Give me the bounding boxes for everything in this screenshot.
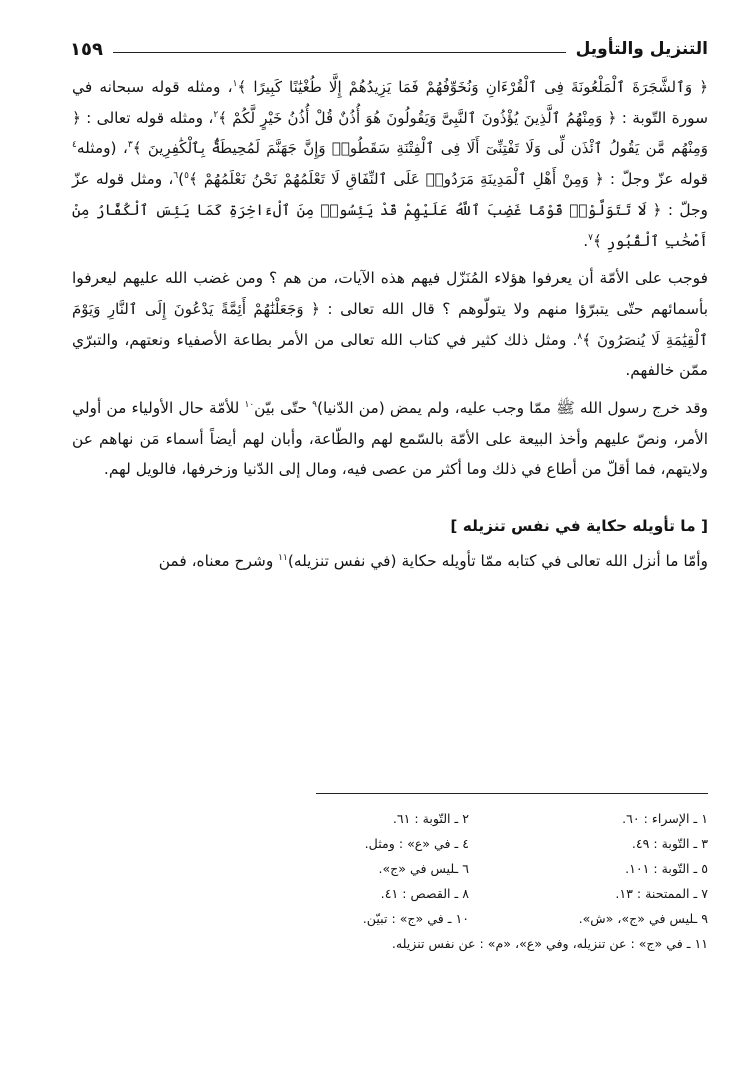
paragraph-1 [72, 72, 708, 256]
quran-verse: ﴿ وَٱلشَّجَرَةَ ٱلْمَلْعُونَةَ فِى ٱلْقُرْءَانِ وَنُخَوِّفُهُمْ فَمَا يَزِيدُهُمْ إِلَّا طُغْيَٰنًا كَبِيرًا ﴾ [237, 78, 708, 96]
paragraph-3 [72, 393, 708, 485]
text-run: . [583, 231, 589, 250]
footnote-row [230, 806, 708, 831]
text-run: وقد خرج رسول الله ﷺ ممّا وجب عليه، ولم يمض (من الدّنيا) [316, 399, 708, 418]
footnote-ref: ٤ [72, 140, 77, 151]
footnote-11: ١١ ـ في «ج» : عن تنزيله، وفي «ع»، «م» : عن نفس تنزيله. [391, 936, 708, 951]
text-run: ، (ومثله [76, 139, 128, 158]
footnote-7: ٧ ـ الممتحنة : ١٣. [615, 886, 708, 901]
text-run: وأمّا ما أنزل الله تعالى في كتابه ممّا تأويله حكاية (في نفس تنزيله) [287, 551, 708, 570]
footnote-3: ٣ ـ التّوبة : ٤٩. [631, 836, 708, 851]
text-run: ، ومثله قوله سبحانه في سورة التّوبة : [72, 78, 708, 127]
footnote-row [230, 881, 708, 906]
running-title: التنزيل والتأويل [575, 39, 708, 59]
text-run: قوله عزّ وجلّ : [603, 170, 709, 189]
footnote-ref: ٧ [588, 232, 593, 243]
quran-verse: ﴿ وَمِنْهُمُ ٱلَّذِينَ يُؤْذُونَ ٱلنَّبِىَّ وَيَقُولُونَ هُوَ أُذُنٌ قُلْ أُذُنُ خَيْرٍ لَّكُمْ ﴾ [218, 108, 617, 127]
footnote-1: ١ ـ الإسراء : ٦٠. [622, 811, 708, 826]
page-header [70, 34, 708, 64]
quran-verse: ﴿ وَمِنْهُم مَّن يَقُولُ ٱئْذَن لِّى وَلَا تَفْتِنِّىٓ أَلَا فِى ٱلْفِتْنَةِ سَقَطُوا۟ وَإِنَّ جَهَنَّمَ لَمُحِيطَةٌۢ بِٱلْكَٰفِرِينَ ﴾ [72, 108, 709, 158]
paragraph-4 [72, 546, 708, 577]
footnote-row [230, 831, 708, 856]
paragraph-2 [72, 263, 708, 386]
footnote-10: ١٠ ـ في «ج» : تبيّن. [362, 911, 469, 926]
footnote-6: ٦ ـليس في «ج». [378, 861, 469, 876]
section-heading: [ ما تأويله حكاية في نفس تنزيله ] [450, 517, 708, 536]
quran-verse: ﴿ وَجَعَلْنَٰهُمْ أَئِمَّةً يَدْعُونَ إِلَى ٱلنَّارِ وَيَوْمَ ٱلْقِيَٰمَةِ لَا يُنصَرُونَ ﴾ [72, 299, 708, 349]
footnote-ref: ٦ [173, 170, 179, 181]
text-run: ، ومثله قوله تعالى : [80, 108, 214, 127]
text-run: وشرح معناه، فمن [158, 551, 279, 570]
footnote-5: ٥ ـ التّوبة : ١٠١. [625, 861, 708, 876]
footnote-row [230, 906, 708, 931]
footnote-4: ٤ ـ في «ع» : ومثل. [364, 836, 469, 851]
footnote-row [230, 856, 708, 881]
footnote-ref: ١ [232, 78, 238, 89]
footnote-ref: ٩ [312, 399, 317, 410]
footnote-ref: ١٠ [244, 399, 255, 410]
footnote-ref: ٣ [127, 140, 133, 151]
page-number: ١٥٩ [70, 38, 103, 60]
text-run: . ومثل ذلك كثير في كتاب الله تعالى من الأمر بطاعة الأصفياء ونعتهم، والتبرّي ممّن خالفهم. [72, 330, 708, 380]
footnote-8: ٨ ـ القصص : ٤١. [380, 886, 469, 901]
footnote-ref: ٨ [577, 331, 583, 342]
footnote-ref: ١١ [278, 552, 288, 563]
footnote-2: ٢ ـ التّوبة : ٦١. [392, 811, 469, 826]
text-run: حتّى بيّن [254, 399, 313, 418]
text-run: للأمّة حال الأولياء من أولي الأمر، ونصّ عليهم وأخذ البيعة على الأمّة بالسّمع لهم والطّاعة، وأبان لهم أيضاً أسماء مَن نهاهم عن ولايتهم، فما أقلّ من أطاع في ذلك وما أكثر من عصى فيه، ومال إلى الدّنيا وزخرفها، فالويل لهم. [72, 399, 708, 479]
quran-verse: ﴿ لَا تَتَوَلَّوْا۟ قَوْمًا غَضِبَ ٱللَّهُ عَلَيْهِمْ قَدْ يَئِسُوا۟ مِنَ ٱلْءَاخِرَةِ كَمَا يَئِسَ ٱلْكُفَّارُ مِنْ أَصْحَٰبِ ٱلْقُبُورِ ﴾ [72, 200, 708, 250]
footnote-ref: ٢ [213, 109, 219, 120]
footnote-ref: ٥ [184, 170, 190, 181]
footnote-9: ٩ ـليس في «ج»، «ش». [578, 911, 708, 926]
main-text [72, 72, 708, 584]
header-rule [113, 52, 566, 53]
quran-verse: ﴿ وَمِنْ أَهْلِ ٱلْمَدِينَةِ مَرَدُوا۟ عَلَى ٱلنِّفَاقِ لَا تَعْلَمُهُمْ نَحْنُ نَعْلَمُهُمْ ﴾ [189, 170, 604, 189]
footnote-separator [316, 793, 708, 794]
footnotes [230, 806, 708, 956]
text-run: ، ومثل قوله عزّ وجلّ : [72, 170, 708, 219]
text-run: فوجب على الأمّة أن يعرفوا هؤلاء المُنَزّل فيهم هذه الآيات، من هم ؟ ومن غضب الله عليهم ليعرفوا بأسمائهم حتّى يتبرّؤا منهم ولا يتولّوهم ؟ قال الله تعالى : [72, 269, 708, 318]
text-run: ) [178, 170, 185, 189]
